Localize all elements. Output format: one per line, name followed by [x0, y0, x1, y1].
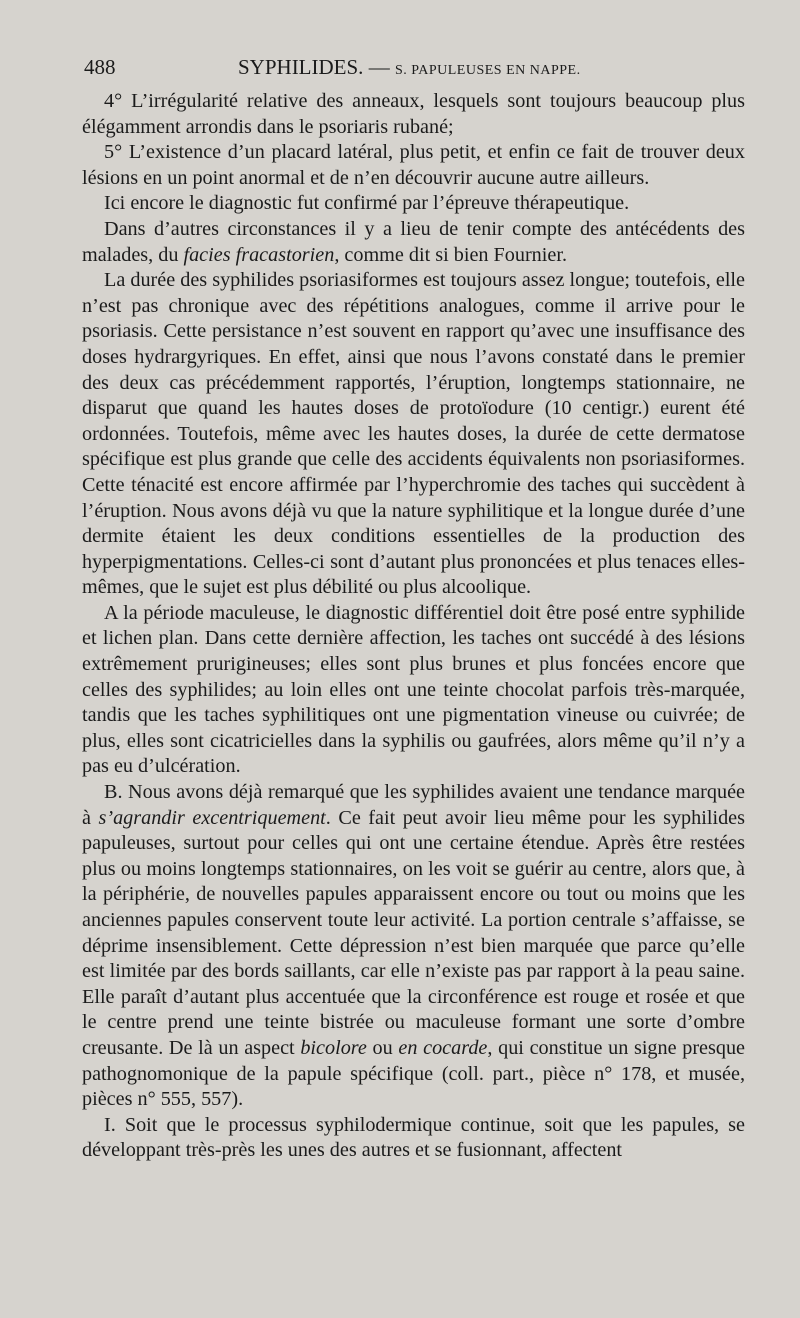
paragraph-text: La durée des syphilides psoriasiformes est toujours assez longue; toutefois, elle n’est pas chronique avec des répétitions analogues, comme il arrive pour le psoriasis. Cette persistance n’est souvent en rapport qu’avec une insuffisance des doses hydrargyriques. En effet, ainsi que nous l’avons constaté dans le premier des deux cas précédemment rapportés, l’éruption, longtemps stationnaire, ne disparut que quand les hautes doses de protoïodure (10 centigr.) eurent été ordonnées. Toutefois, même avec les hautes doses, la durée de cette dermatose spécifique est plus grande que celle des accidents équivalents non psoriasiformes. Cette ténacité est encore affirmée par l’hyperchromie des taches qui succèdent à l’éruption. Nous avons déjà vu que la nature syphilitique et la longue durée d’une dermite étaient les deux conditions essentielles de la production des hyperpigmentations. Celles-ci sont d’autant plus prononcées et plus tenaces elles-mêmes, que le sujet est plus débilité ou plus alcoolique.	[82, 269, 745, 599]
running-title-sub: S. PAPULEUSES EN NAPPE.	[394, 63, 581, 78]
paragraph-1	[82, 89, 745, 140]
paragraph-text: , qui constitue un signe presque pathognomonique de la papule spécifique (coll. part., pièce n° 178, et musée, pièces n° 555, 557).	[82, 1036, 746, 1111]
page-number: 488	[84, 55, 116, 79]
paragraph-2	[82, 140, 745, 191]
running-header	[84, 52, 754, 82]
paragraph-7	[82, 780, 745, 1113]
paragraph-text: I. Soit que le processus syphilodermique continue, soit que les papules, se développant très-près les unes des autres et se fusionnant, affectent	[82, 1113, 745, 1162]
paragraph-6	[82, 601, 745, 780]
running-title-dash: —	[368, 55, 390, 79]
paragraph-text: Dans d’autres circonstances il y a lieu de tenir compte des antécédents des malades, du	[82, 217, 745, 266]
paragraph-text: 4° L’irrégularité relative des anneaux, lesquels sont toujours beaucoup plus élégamment arrondis dans le psoriaris rubané;	[82, 90, 745, 138]
italic-term: facies fracastorien	[183, 243, 335, 266]
paragraph-5	[82, 268, 745, 601]
paragraph-text: B. Nous avons déjà remarqué que les syphilides avaient une tendance marquée à	[82, 781, 745, 829]
paragraph-8	[82, 1113, 745, 1164]
paragraph-text: 5° L’existence d’un placard latéral, plus petit, et enfin ce fait de trouver deux lésions en un point anormal et de n’en découvrir aucune autre ailleurs.	[82, 141, 745, 189]
running-title	[238, 52, 581, 86]
italic-term: bicolore	[300, 1036, 367, 1059]
running-title-main: SYPHILIDES.	[238, 55, 364, 79]
italic-term: s’agrandir excentriquement	[98, 806, 326, 829]
paragraph-4	[82, 217, 745, 268]
body-text	[82, 89, 745, 1164]
italic-term: en cocarde	[398, 1036, 488, 1059]
paragraph-text: , comme dit si bien Fournier.	[334, 243, 568, 266]
paragraph-text: ou	[366, 1036, 399, 1059]
paragraph-text: Ici encore le diagnostic fut confirmé par l’épreuve thérapeutique.	[104, 192, 630, 215]
paragraph-3	[82, 191, 745, 217]
paragraph-text: . Ce fait peut avoir lieu même pour les syphilides papuleuses, surtout pour celles qui ont une certaine étendue. Après être restées plus ou moins longtemps stationnaires, on les voit se guérir au centre, alors que, à la périphérie, de nouvelles papules apparaissent encore ou tout ou moins que les anciennes papules conservent toute leur activité. La portion centrale s’affaisse, se déprime insensiblement. Cette dépression n’est bien marquée que parce qu’elle est limitée par des bords saillants, car elle n’existe pas par rapport à la peau saine. Elle paraît d’autant plus accentuée que la circonférence est rouge et rosée et que le centre prend une teinte bistrée ou maculeuse formant une sorte d’ombre creusante. De là un aspect	[82, 806, 745, 1059]
paragraph-text: A la période maculeuse, le diagnostic différentiel doit être posé entre syphilide et lichen plan. Dans cette dernière affection, les taches ont succédé à des lésions extrêmement prurigineuses; elles sont plus brunes et plus foncées encore que celles des syphilides; au loin elles ont une teinte chocolat parfois très-marquée, tandis que les taches syphilitiques ont une pigmentation vineuse ou cuivrée; de plus, elles sont cicatricielles dans la syphilis ou gaufrées, alors même qu’il n’y a pas eu d’ulcération.	[82, 601, 745, 778]
